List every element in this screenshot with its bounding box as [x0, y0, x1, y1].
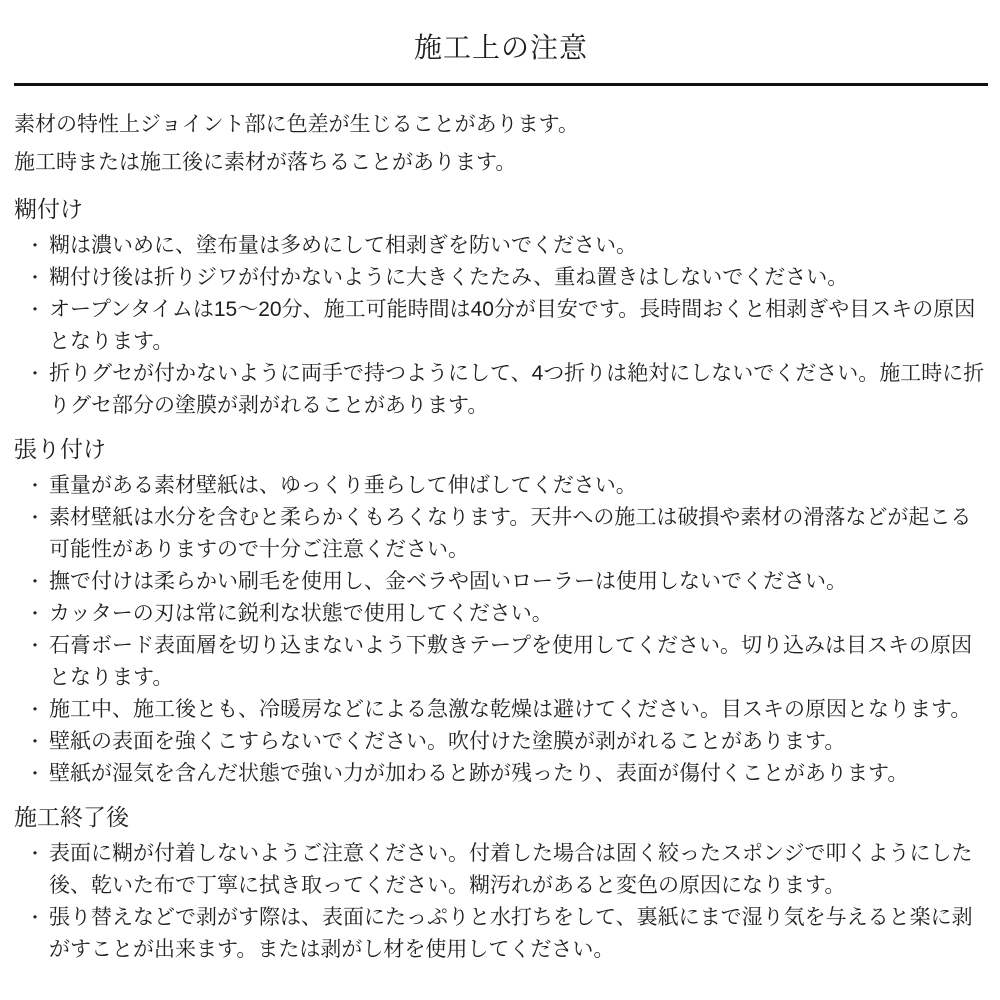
section-items	[14, 838, 988, 966]
bullet-marker: ・	[26, 764, 44, 784]
intro-line: 素材の特性上ジョイント部に色差が生じることがあります。	[14, 113, 579, 136]
bullet-marker: ・	[26, 636, 44, 656]
list-item	[14, 630, 988, 694]
page-title: 施工上の注意	[413, 32, 588, 63]
bullet-marker: ・	[26, 572, 44, 592]
list-item-text: 石膏ボード表面層を切り込まないよう下敷きテープを使用してください。切り込みは目スキの原因となります。	[49, 634, 972, 689]
list-item-text: オープンタイムは15〜20分、施工可能時間は40分が目安です。長時間おくと相剥ぎや目スキの原因となります。	[49, 298, 976, 353]
bullet-marker: ・	[26, 476, 44, 496]
section-items	[14, 230, 988, 422]
list-item-text: 折りグセが付かないように両手で持つようにして、4つ折りは絶対にしないでください。施工時に折りグセ部分の塗膜が剥がれることがあります。	[49, 362, 985, 417]
bullet-marker: ・	[26, 236, 44, 256]
intro-paragraph	[14, 106, 988, 182]
list-item-text: 素材壁紙は水分を含むと柔らかくもろくなります。天井への施工は破損や素材の滑落などが起こる可能性がありますので十分ご注意ください。	[49, 506, 972, 561]
list-item	[14, 902, 988, 966]
bullet-marker: ・	[26, 732, 44, 752]
bullet-marker: ・	[26, 268, 44, 288]
list-item	[14, 838, 988, 902]
list-item-text: 重量がある素材壁紙は、ゆっくり垂らして伸ばしてください。	[49, 474, 637, 497]
intro-line: 施工時または施工後に素材が落ちることがあります。	[14, 151, 517, 174]
bullet-marker: ・	[26, 604, 44, 624]
title-divider	[14, 83, 988, 86]
list-item	[14, 262, 988, 294]
bullet-marker: ・	[26, 300, 44, 320]
section-heading: 施工終了後	[14, 804, 129, 830]
list-item-text: カッターの刃は常に鋭利な状態で使用してください。	[49, 602, 553, 625]
section-heading: 糊付け	[14, 196, 83, 222]
list-item-text: 糊付け後は折りジワが付かないように大きくたたみ、重ね置きはしないでください。	[49, 266, 849, 289]
list-item-text: 壁紙が湿気を含んだ状態で強い力が加わると跡が残ったり、表面が傷付くことがあります。	[49, 762, 909, 785]
sections-container	[14, 194, 988, 966]
list-item-text: 壁紙の表面を強くこすらないでください。吹付けた塗膜が剥がれることがあります。	[49, 730, 846, 753]
section-heading: 張り付け	[14, 436, 106, 462]
bullet-marker: ・	[26, 364, 44, 384]
list-item-text: 施工中、施工後とも、冷暖房などによる急激な乾燥は避けてください。目スキの原因となります。	[49, 698, 972, 721]
list-item	[14, 694, 988, 726]
bullet-marker: ・	[26, 908, 44, 928]
list-item	[14, 566, 988, 598]
section-items	[14, 470, 988, 790]
list-item	[14, 470, 988, 502]
list-item-text: 張り替えなどで剥がす際は、表面にたっぷりと水打ちをして、裏紙にまで湿り気を与えると楽に剥がすことが出来ます。または剥がし材を使用してください。	[49, 906, 973, 961]
list-item	[14, 230, 988, 262]
list-item-text: 表面に糊が付着しないようご注意ください。付着した場合は固く絞ったスポンジで叩くようにした後、乾いた布で丁寧に拭き取ってください。糊汚れがあると変色の原因になります。	[49, 842, 973, 897]
bullet-marker: ・	[26, 508, 44, 528]
list-item	[14, 358, 988, 422]
list-item-text: 糊は濃いめに、塗布量は多めにして相剥ぎを防いでください。	[49, 234, 637, 257]
list-item	[14, 294, 988, 358]
list-item	[14, 598, 988, 630]
list-item	[14, 502, 988, 566]
bullet-marker: ・	[26, 844, 44, 864]
list-item	[14, 726, 988, 758]
list-item-text: 撫で付けは柔らかい刷毛を使用し、金ベラや固いローラーは使用しないでください。	[49, 570, 847, 593]
bullet-marker: ・	[26, 700, 44, 720]
list-item	[14, 758, 988, 790]
